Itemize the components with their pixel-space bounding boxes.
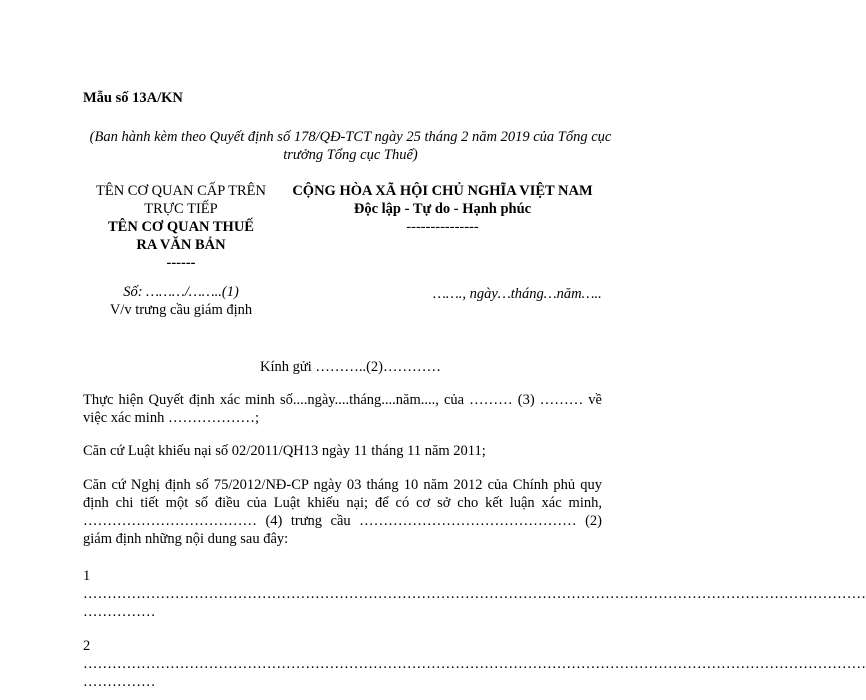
tax-agency-line2: RA VĂN BẢN xyxy=(136,237,226,253)
recipient-line: Kính gửi ………..(2)………… xyxy=(259,359,442,375)
issuing-agency-block xyxy=(83,182,279,272)
issued-note: (Ban hành kèm theo Quyết định số 178/QĐ-TCT ngày 25 tháng 2 năm 2019 của Tổng cục trưởng Tổng cục Thuế) xyxy=(89,129,612,163)
item-dots-line: ……………………………………………………………………………………………………………………………………………… xyxy=(83,656,866,672)
parent-agency-line2: TRỰC TIẾP xyxy=(144,201,218,217)
item-number: 2 xyxy=(83,638,91,654)
nation-rule: --------------- xyxy=(406,219,479,235)
national-heading xyxy=(280,182,605,236)
paragraph-decision: Thực hiện Quyết định xác minh số....ngày....tháng....năm...., của ……… (3) ……… về việc xác minh ………………; xyxy=(83,392,602,426)
form-number: Mẫu số 13A/KN xyxy=(83,90,183,106)
document-number: Số: ………/……..(1) xyxy=(123,284,239,300)
paragraph-law: Căn cứ Luật khiếu nại số 02/2011/QH13 ngày 11 tháng 11 năm 2011; xyxy=(83,443,486,459)
item-dots-line: ……………………………………………………………………………………………………………………………………………… xyxy=(83,586,866,602)
item-dots-tail: …………… xyxy=(83,674,156,690)
parent-agency-line1: TÊN CƠ QUAN CẤP TRÊN xyxy=(96,183,266,199)
list-item xyxy=(83,567,866,621)
document-subject: V/v trưng cầu giám định xyxy=(109,302,253,318)
nation-title: CỘNG HÒA XÃ HỘI CHỦ NGHĨA VIỆT NAM xyxy=(292,183,593,199)
tax-agency-line1: TÊN CƠ QUAN THUẾ xyxy=(108,219,254,235)
list-item xyxy=(83,637,866,691)
nation-motto: Độc lập - Tự do - Hạnh phúc xyxy=(353,201,532,217)
reference-block xyxy=(83,283,279,319)
agency-rule: ------ xyxy=(166,255,196,271)
date-line: ……., ngày…tháng…năm….. xyxy=(433,286,602,302)
item-dots-tail: …………… xyxy=(83,604,156,620)
item-number: 1 xyxy=(83,568,91,584)
paragraph-decree: Căn cứ Nghị định số 75/2012/NĐ-CP ngày 03 tháng 10 năm 2012 của Chính phủ quy định chi tiết một số điều của Luật khiếu nại; để có cơ sở cho kết luận xác minh, ……………………………… (4) trưng cầu ……………………………………… (2) giám định những nội dung sau đây: xyxy=(83,477,602,547)
